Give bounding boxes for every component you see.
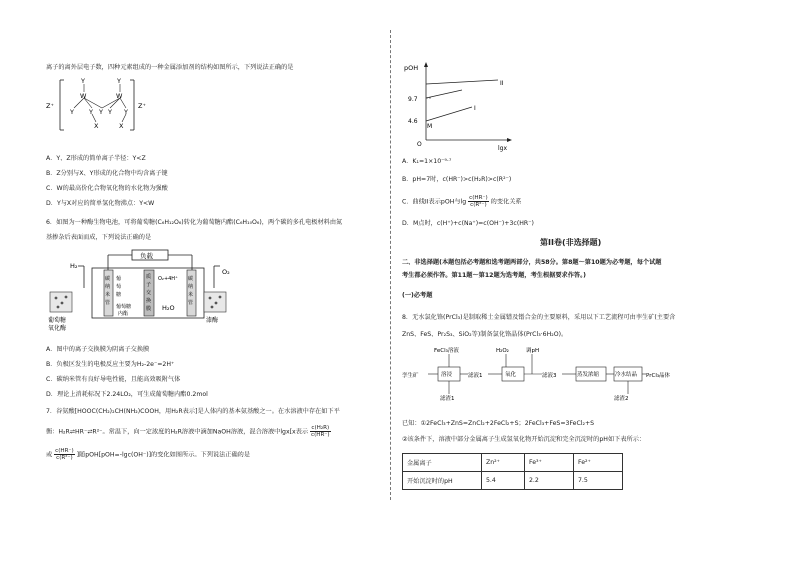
known-2: ②该条件下，溶液中部分金属离子生成氢氧化物开始沉淀和完全沉淀时的pH如下表所示：	[402, 436, 646, 443]
col3-char: 质	[146, 274, 152, 280]
question-5-stem: 离子的离外层电子数，四种元素组成的一种金属添加剂的结构如图所示，下列说法正确的是	[46, 64, 294, 71]
question-7-stem-cont	[46, 425, 331, 438]
struct-w: W	[116, 92, 123, 100]
col1-char: 碳	[105, 276, 111, 282]
struct-y: Y	[124, 108, 128, 116]
q5-option-c: C．W的最高价化合物氧化物的水化物为强酸	[46, 185, 168, 192]
q7-option-c	[402, 195, 522, 208]
q6-option-b: B．负极区发生的电极反应主要为H₂-2e⁻=2H⁺	[46, 361, 175, 368]
y-tick-46: 4.6	[408, 118, 418, 125]
table-row	[403, 454, 623, 472]
fraction-denominator: c(HR⁻)	[311, 432, 330, 438]
col4-char: 碳	[188, 276, 194, 282]
struct-x: X	[119, 122, 124, 130]
curve-i	[426, 107, 472, 121]
left-caption-1: 葡萄糖	[48, 317, 67, 324]
struct-y: Y	[81, 77, 85, 85]
table-row	[403, 472, 623, 490]
struct-x: X	[94, 122, 99, 130]
col1-char: 米	[105, 292, 111, 298]
glucose-lactone-1: 葡萄糖	[116, 304, 132, 310]
flow-top-fecl3: FeCl₃溶液	[434, 348, 459, 354]
q7-option-c-tail: 的变化关系	[490, 198, 522, 206]
struct-w: W	[80, 92, 87, 100]
question-6-stem: 6．如图为一种酶生物电池，可将葡萄糖(C₆H₁₂O₆)转化为葡萄糖内酯(C₆H₁₀O₆)，两个碳的多孔电极材料由氮	[46, 219, 343, 226]
curve-i-label: I	[474, 105, 476, 112]
q6-option-d: D．理论上消耗标况下2.24LO₂，可生成葡萄糖内酯0.2mol	[46, 391, 208, 398]
table-cell: Fe³⁺	[525, 454, 574, 472]
col4-char: 米	[188, 292, 194, 298]
q5-option-b: B．Z分别与X、Y形成的化合物中均含离子键	[46, 170, 168, 177]
h2o-label: H₂O	[162, 304, 175, 312]
col4-char: 管	[188, 300, 194, 306]
fraction-numerator: c(H₂R)	[311, 425, 330, 431]
load-label: 负载	[140, 252, 153, 260]
part-2-intro: 二、非选择题(本题包括必考题和选考题两部分，共58分。第8题～第10题为必考题，每个试题	[402, 259, 662, 266]
flow-box-2: 氧化	[505, 372, 517, 378]
table-cell: 5.4	[482, 472, 525, 490]
flow-bot2: 滤渣2	[614, 396, 629, 402]
q6-option-a: A．图中的离子交换膜为阴离子交换膜	[46, 346, 150, 353]
question-7-stem: 7．谷氨酸[HOOC(CH₂)₂CH(NH₂)COOH，用H₂R表示]是人体内的基本氨基酸之一。在水溶液中存在如下平	[46, 408, 340, 415]
x-axis-label: lgx	[498, 145, 508, 152]
table-cell: Fe²⁺	[574, 454, 623, 472]
flow-end: PrCl₃晶体	[646, 373, 671, 379]
struct-y: Y	[89, 108, 93, 116]
section-required: (一)必考题	[402, 292, 433, 299]
fraction-numerator: c(HR⁻)	[55, 448, 74, 454]
table-cell: 开始沉淀时的pH	[403, 472, 482, 490]
y-axis-label: pOH	[404, 64, 419, 72]
q7-option-b: B．pH=7时，c(HR⁻)>c(H₂R)>c(R²⁻)	[402, 176, 512, 183]
fraction-hr-r2	[468, 195, 489, 208]
table-cell: 金属离子	[403, 454, 482, 472]
flow-box-1: 溶浸	[441, 372, 453, 378]
flow-top-ph: 调pH	[526, 348, 540, 354]
table-cell: Zn²⁺	[482, 454, 525, 472]
enzyme-cell-diagram	[44, 248, 244, 332]
col3-char: 换	[146, 298, 152, 304]
molecular-structure-diagram	[44, 76, 164, 136]
flow-mid1: 滤液1	[468, 373, 483, 379]
part-2-intro-cont: 考生都必须作答。第11题～第12题为选考题，考生根据要求作答。)	[402, 272, 587, 279]
col3-char: 膜	[146, 306, 152, 312]
q5-option-a: A．Y、Z形成的简单离子半径：Y<Z	[46, 155, 146, 162]
flow-bot1: 滤渣1	[440, 396, 455, 402]
question-7-stem-end	[46, 448, 250, 461]
struct-y: Y	[108, 108, 112, 116]
col2-char: 糖	[116, 292, 122, 298]
ph-table	[402, 453, 623, 490]
struct-z-right: Z⁺	[138, 102, 146, 110]
col2-char: 葡	[116, 276, 122, 282]
table-cell: 7.5	[574, 472, 623, 490]
q7-equilibrium-text: 衡：H₂R⇌HR⁻⇌R²⁻。常温下，向一定浓度的H₂R溶液中滴加NaOH溶液，混合溶液中lgx[x表示	[46, 428, 309, 436]
question-8-stem-cont: ZnS、FeS、Pr₂S₃、SiO₂等)制备氯化铬晶体(PrCl₃·6H₂O)。	[402, 331, 568, 338]
struct-z-left: Z⁺	[46, 102, 54, 110]
left-caption-2: 氧化酶	[48, 325, 67, 332]
col3-char: 子	[146, 282, 152, 288]
flow-start: 孪生矿	[402, 373, 419, 379]
curve-ii-low	[426, 90, 462, 98]
q7-or: 或	[46, 451, 53, 459]
fraction-hr-r	[54, 448, 75, 461]
q5-option-d: D．Y与X对应的简单氢化物沸点：Y<W	[46, 200, 155, 207]
fraction-denominator: c(R²⁻)	[470, 202, 487, 208]
question-6-stem-cont: 基掺杂后表面而成，下列说法正确的是	[46, 234, 152, 241]
curve-ii	[426, 80, 498, 84]
part-2-title: 第II卷(非选择题)	[540, 238, 602, 247]
right-caption: 漆酶	[206, 317, 219, 324]
known-1: 已知：①2FeCl₃+ZnS=ZnCl₂+2FeCl₂+S；2FeCl₃+FeS=3FeCl₂+S	[402, 420, 595, 427]
origin-label: O	[417, 141, 422, 148]
flow-mid2: 滤液3	[542, 373, 557, 379]
column-divider	[390, 30, 391, 500]
o2-h-label: O₂+4H⁺	[158, 276, 178, 282]
table-cell: 2.2	[525, 472, 574, 490]
flow-box-4: 冷水结晶	[615, 372, 638, 378]
flow-box-3: 蒸发浓缩	[577, 372, 600, 378]
curve-ii-label: II	[500, 80, 504, 87]
struct-y: Y	[117, 77, 121, 85]
flow-top-h2o2: H₂O₂	[496, 348, 509, 354]
q7-option-c-text: C．曲线II表示pOH与lg	[402, 198, 467, 206]
point-m-label: M	[427, 123, 433, 130]
o2-label: O₂	[222, 268, 230, 276]
q7-tail: ]随pOH[pOH=-lgc(OH⁻)]的变化如图所示。下列说法正确的是	[76, 451, 251, 459]
question-8-stem: 8．无水氯化铬(PrCl₃)是制取稀土金属镨及镨合金的主要原料，采用以下工艺流程可由孪生矿(主要含	[402, 314, 676, 321]
fraction-h2r-hr	[310, 425, 331, 438]
q6-option-c: C．碳纳米管有良好导电性能，且能高效吸附气体	[46, 376, 181, 383]
col4-char: 纳	[188, 284, 194, 290]
y-tick-97: 9.7	[408, 96, 418, 103]
q7-option-a: A．K₁=1×10⁻⁹·⁷	[402, 158, 452, 165]
struct-y: Y	[70, 108, 74, 116]
process-flow-diagram	[400, 344, 700, 404]
poh-lgx-graph	[402, 60, 512, 152]
fraction-numerator: c(HR⁻)	[469, 195, 488, 201]
struct-y: Y	[99, 108, 103, 116]
col1-char: 管	[105, 300, 111, 306]
q7-option-d: D．M点时，c(H⁺)+c(Na⁺)=c(OH⁻)+3c(HR⁻)	[402, 220, 534, 227]
h2-label: H₂	[70, 262, 78, 270]
glucose-lactone-2: 内酯	[118, 311, 129, 317]
col2-char: 萄	[116, 284, 122, 290]
col3-char: 交	[146, 290, 152, 296]
fraction-denominator: c(R²⁻)	[56, 455, 73, 461]
col1-char: 纳	[105, 284, 111, 290]
